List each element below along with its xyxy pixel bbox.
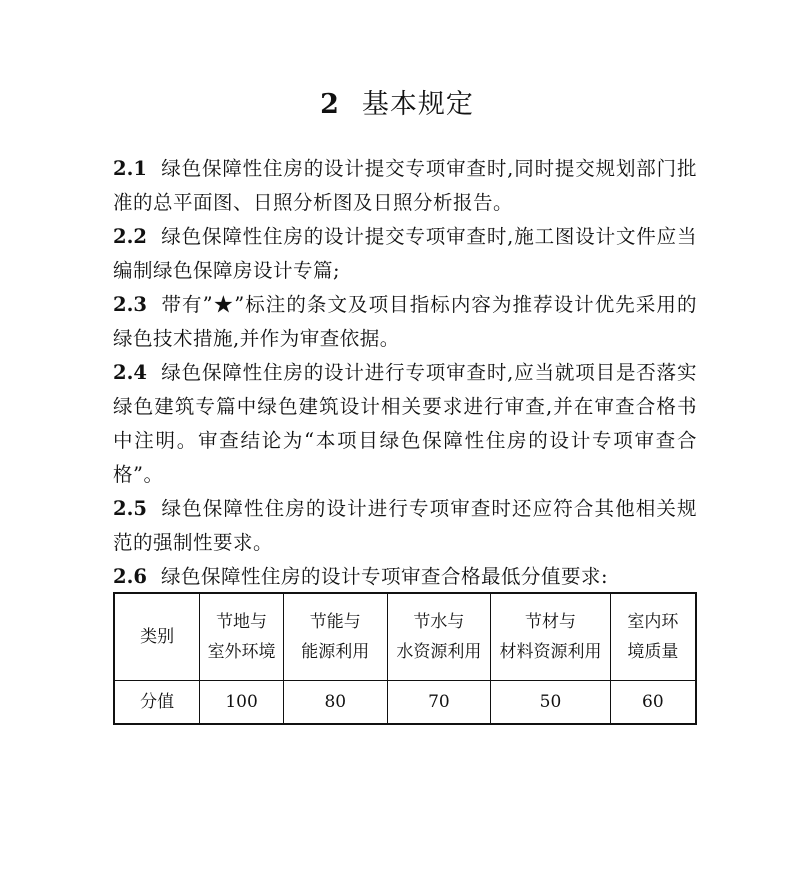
row-label: 分值 — [114, 681, 200, 725]
header-line: 能源利用 — [301, 642, 370, 662]
clause-text: 绿色保障性住房的设计进行专项审查时还应符合其他相关规范的强制性要求。 — [113, 497, 697, 554]
header-line: 室内环 — [627, 612, 679, 632]
header-line: 节地与 — [216, 612, 268, 632]
value-cell: 60 — [610, 681, 696, 725]
header-cell — [387, 593, 491, 681]
clause-number: 2.4 — [113, 361, 147, 384]
clauses-body — [113, 152, 697, 594]
value-cell: 50 — [491, 681, 611, 725]
section-heading — [0, 82, 794, 121]
clause-number: 2.6 — [113, 565, 147, 588]
clause-2-2 — [113, 220, 697, 288]
clause-number: 2.1 — [113, 157, 147, 180]
value-cell: 80 — [283, 681, 387, 725]
header-line: 境质量 — [627, 642, 679, 662]
clause-text: 绿色保障性住房的设计专项审查合格最低分值要求: — [160, 565, 609, 588]
section-number: 2 — [320, 89, 340, 120]
value-cell: 100 — [200, 681, 284, 725]
table-header-row — [114, 593, 696, 681]
clause-number: 2.3 — [113, 293, 147, 316]
header-category-label: 类别 — [114, 593, 200, 681]
header-cell — [610, 593, 696, 681]
header-cell — [283, 593, 387, 681]
clause-2-6 — [113, 560, 697, 594]
header-line: 材料资源利用 — [499, 642, 602, 662]
clause-text: 带有”★”标注的条文及项目指标内容为推荐设计优先采用的绿色技术措施,并作为审查依据。 — [113, 293, 697, 350]
value-cell: 70 — [387, 681, 491, 725]
score-table — [113, 592, 697, 725]
clause-number: 2.5 — [113, 497, 147, 520]
header-line: 节水与 — [413, 612, 465, 632]
header-cell — [491, 593, 611, 681]
clause-text: 绿色保障性住房的设计进行专项审查时,应当就项目是否落实绿色建筑专篇中绿色建筑设计相关要求进行审查,并在审查合格书中注明。审查结论为“本项目绿色保障性住房的设计专项审查合格”。 — [113, 361, 697, 486]
clause-text: 绿色保障性住房的设计提交专项审查时,同时提交规划部门批准的总平面图、日照分析图及日照分析报告。 — [113, 157, 697, 214]
clause-number: 2.2 — [113, 225, 147, 248]
header-cell — [200, 593, 284, 681]
section-title: 基本规定 — [361, 89, 474, 120]
clause-text: 绿色保障性住房的设计提交专项审查时,施工图设计文件应当编制绿色保障房设计专篇; — [113, 225, 697, 282]
clause-2-3 — [113, 288, 697, 356]
header-line: 水资源利用 — [396, 642, 482, 662]
header-line: 节材与 — [524, 612, 576, 632]
table-row — [114, 681, 696, 725]
clause-2-1 — [113, 152, 697, 220]
header-line: 节能与 — [309, 612, 361, 632]
clause-2-5 — [113, 492, 697, 560]
clause-2-4 — [113, 356, 697, 492]
header-line: 室外环境 — [207, 642, 276, 662]
